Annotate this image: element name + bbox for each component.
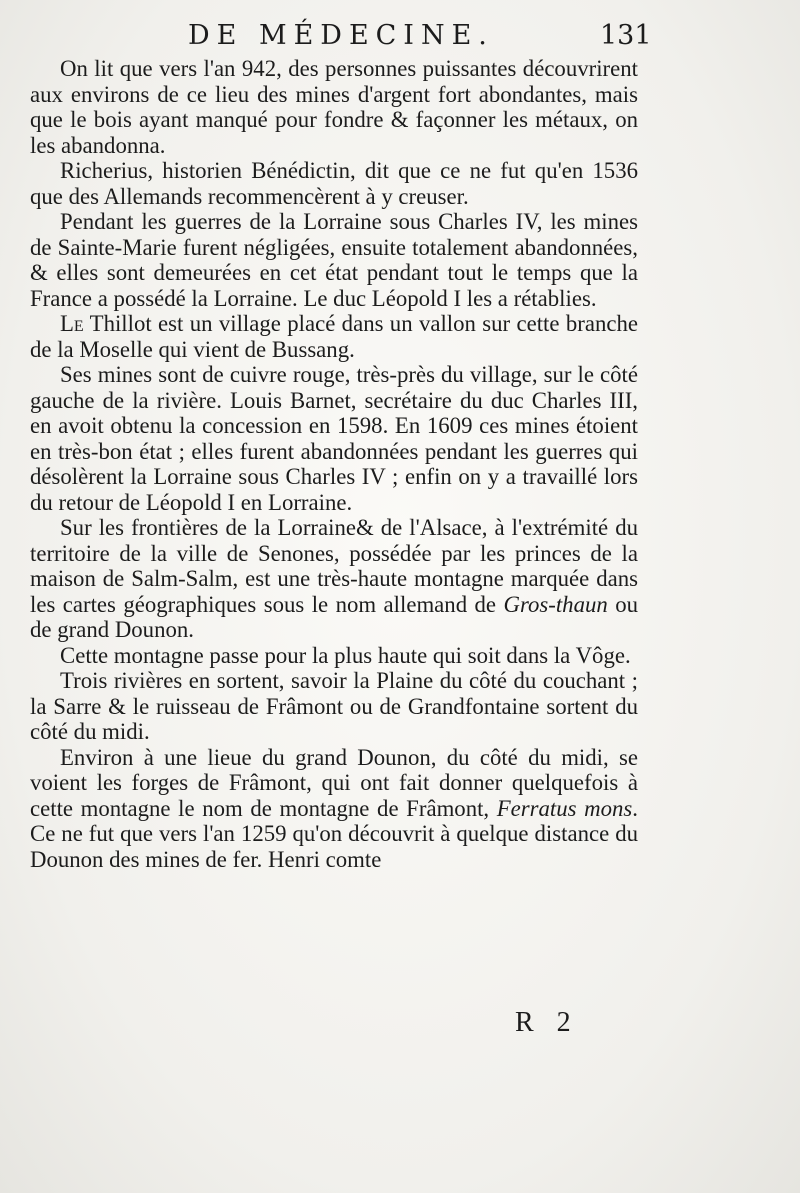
paragraph-text: . Ce ne fut que vers l'an 1259 qu'on découvrit à quelque distance du Dounon des mines de fer. Henri comte [30,795,638,872]
page-number: 131 [600,20,652,51]
paragraph [30,311,638,362]
paragraph: Cette montagne passe pour la plus haute qui soit dans la Vôge. [60,642,631,668]
paragraph: Pendant les guerres de la Lorraine sous Charles IV, les mines de Sainte-Marie furent négligées, ensuite totalement abandonnées, & elles sont demeurées en cet état pendant tout le temps que la France a possédé la Lorraine. Le duc Léopold I les a rétablies. [30,209,638,311]
body-text [30,56,638,872]
running-head: DE MÉDECINE. [188,20,494,51]
italic-term: Ferratus mons [496,795,633,821]
paragraph: Ses mines sont de cuivre rouge, très-près du village, sur le côté gauche de la rivière. Louis Barnet, secrétaire du duc Charles III, en avoit obtenu la concession en 1598. En 1609 ces mines étoient en très-bon état ; elles furent abandonnées pendant les guerres qui désolèrent la Lorraine sous Charles IV ; enfin on y a travaillé lors du retour de Léopold I en Lorraine. [30,362,638,515]
paragraph-text: Sur les frontières de la Lorraine& de l'Alsace, à l'extrémité du territoire de la ville de Senones, possédée par les princes de la maison de Salm-Salm, est une très-haute montagne marquée dans les cartes géographiques sous le nom allemand de [30,515,638,617]
paragraph [30,745,638,873]
paragraph [30,515,638,643]
paragraph-text: Thillot est un village placé dans un vallon sur cette branche de la Moselle qui vient de Bussang. [30,311,638,362]
paragraph-text: Environ à une lieue du grand Dounon, du côté du midi, se voient les forges de Frâmont, qui ont fait donner quelquefois à cette montagne le nom de montagne de Frâmont, [30,744,638,821]
italic-term: Gros-thaun [503,591,608,617]
paragraph: Richerius, historien Bénédictin, dit que ce ne fut qu'en 1536 que des Allemands recommencèrent à y creuser. [30,158,638,209]
paragraph-text: ou de grand Dounon. [30,591,638,642]
paragraph: On lit que vers l'an 942, des personnes puissantes découvrirent aux environs de ce lieu des mines d'argent fort abondantes, mais que le bois ayant manqué pour fondre & façonner les métaux, on les abandonna. [30,56,638,158]
paragraph: Trois rivières en sortent, savoir la Plaine du côté du couchant ; la Sarre & le ruisseau de Frâmont ou de Grandfontaine sortent du côté du midi. [30,668,638,744]
signature-mark: R 2 [515,1007,579,1038]
paragraph-lead: Le [60,311,84,336]
page-header [0,20,800,60]
